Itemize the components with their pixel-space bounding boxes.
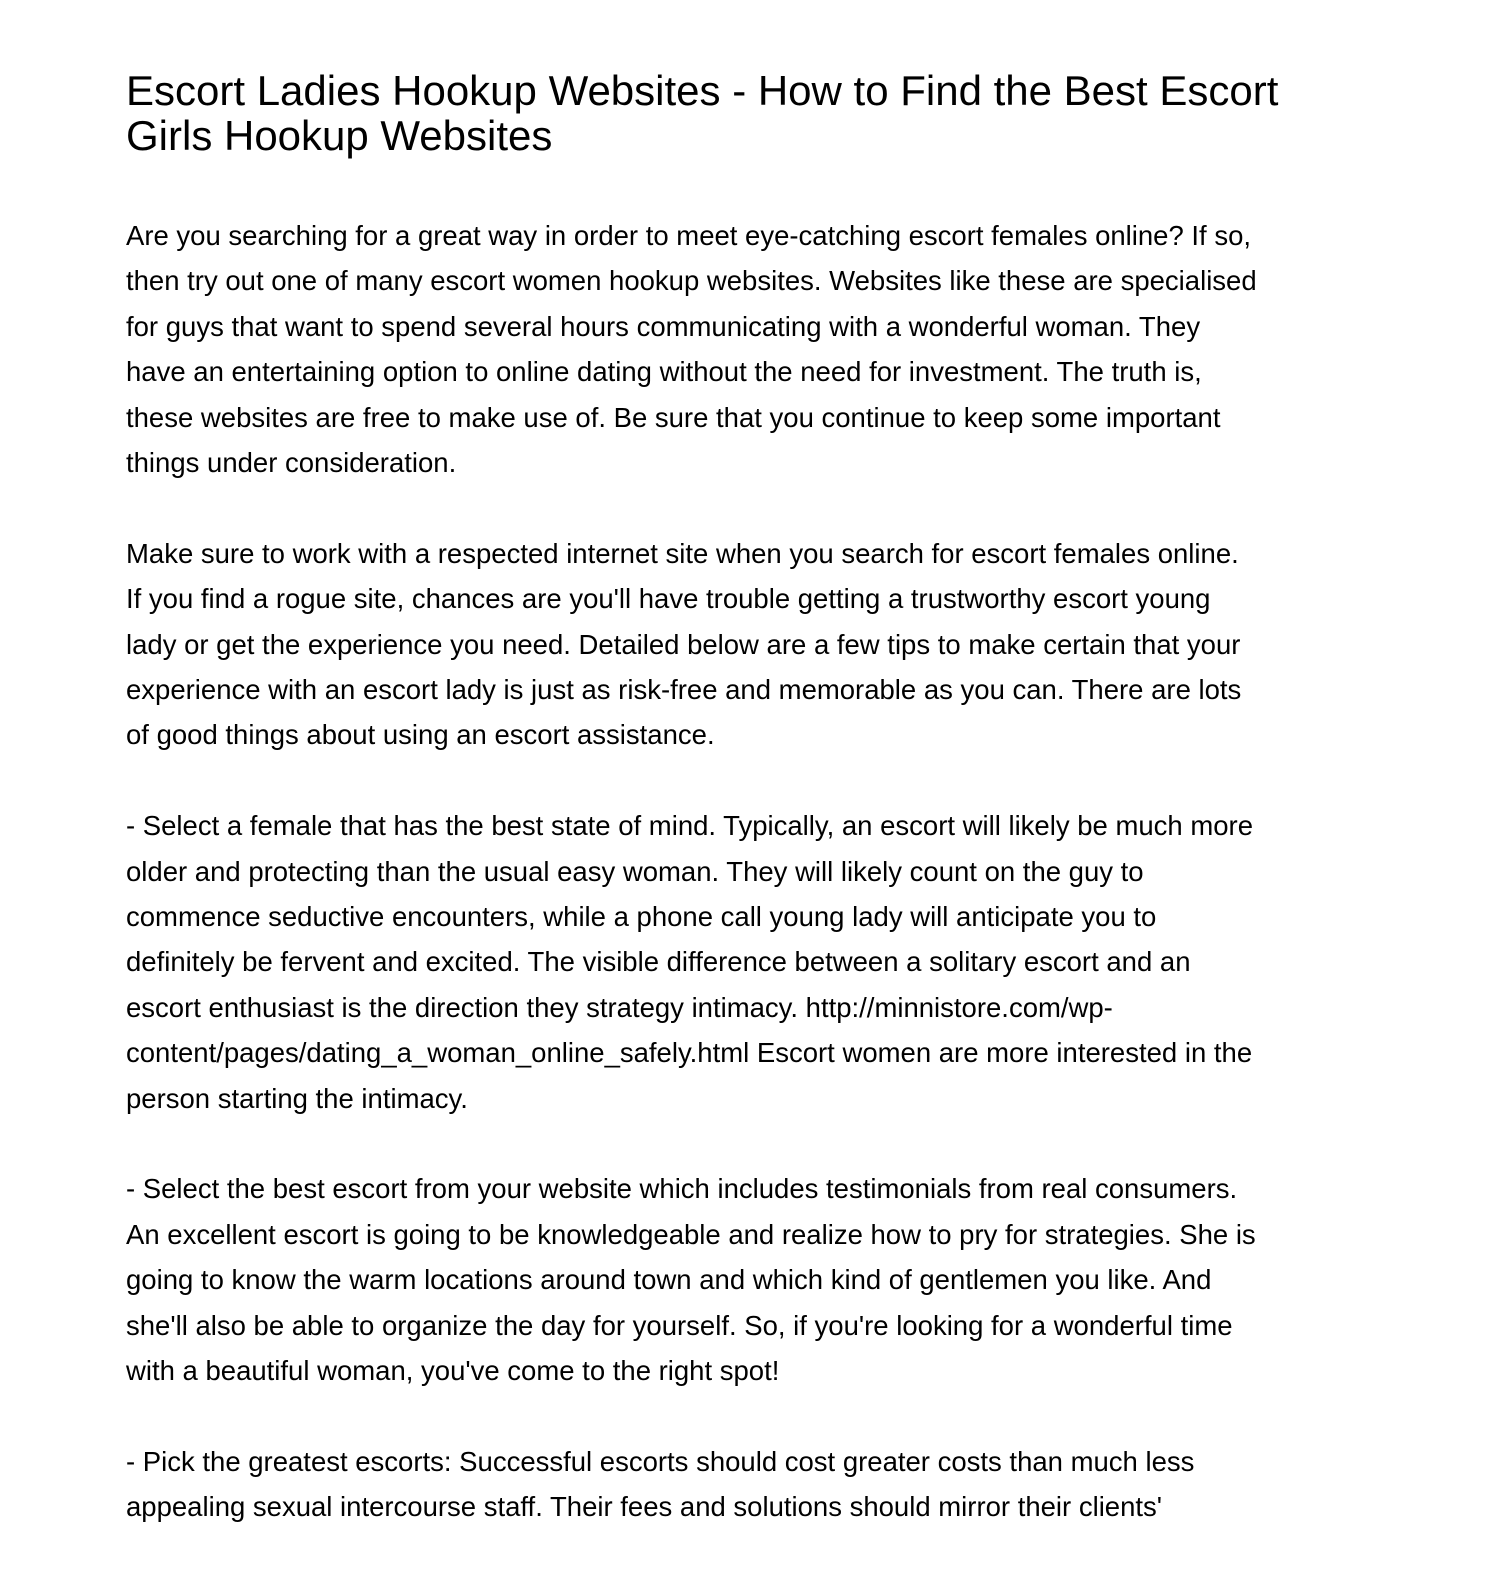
text-line: - Select a female that has the best state of mind. Typically, an escort will likely be much more <box>126 810 1253 842</box>
text-line: commence seductive encounters, while a phone call young lady will anticipate you to <box>126 901 1157 933</box>
page-title <box>126 68 1386 158</box>
text-line: - Pick the greatest escorts: Successful escorts should cost greater costs than much less <box>126 1445 1195 1477</box>
paragraph-greatest-escorts <box>126 1439 1376 1530</box>
text-line: for guys that want to spend several hours communicating with a wonderful woman. They <box>126 310 1201 342</box>
article-body <box>126 213 1376 1575</box>
text-line: have an entertaining option to online dating without the need for investment. The truth is, <box>126 356 1202 388</box>
text-line: she'll also be able to organize the day for yourself. So, if you're looking for a wonderful time <box>126 1309 1233 1341</box>
text-line: person starting the intimacy. <box>126 1082 468 1114</box>
title-line: Escort Ladies Hookup Websites - How to Find the Best Escort <box>126 67 1279 114</box>
text-line: Make sure to work with a respected internet site when you search for escort females online. <box>126 537 1239 569</box>
paragraph-intro <box>126 213 1376 485</box>
text-line: these websites are free to make use of. Be sure that you continue to keep some important <box>126 401 1221 433</box>
paragraph-respected-site <box>126 531 1376 758</box>
text-line: things under consideration. <box>126 447 457 479</box>
paragraph-testimonials <box>126 1166 1376 1393</box>
text-line: content/pages/dating_a_woman_online_safely.html Escort women are more interested in the <box>126 1037 1253 1069</box>
text-line: with a beautiful woman, you've come to the right spot! <box>126 1355 780 1387</box>
text-line: definitely be fervent and excited. The visible difference between a solitary escort and an <box>126 946 1191 978</box>
text-line: - Select the best escort from your website which includes testimonials from real consumers. <box>126 1173 1238 1205</box>
text-line: appealing sexual intercourse staff. Their fees and solutions should mirror their clients' <box>126 1491 1163 1523</box>
text-line: then try out one of many escort women hookup websites. Websites like these are specialised <box>126 265 1257 297</box>
title-line: Girls Hookup Websites <box>126 112 553 159</box>
text-line: lady or get the experience you need. Detailed below are a few tips to make certain that your <box>126 628 1241 660</box>
text-line: older and protecting than the usual easy woman. They will likely count on the guy to <box>126 855 1144 887</box>
paragraph-state-of-mind <box>126 803 1376 1121</box>
text-line: An excellent escort is going to be knowledgeable and realize how to pry for strategies. She is <box>126 1218 1256 1250</box>
text-line: If you find a rogue site, chances are you'll have trouble getting a trustworthy escort young <box>126 583 1211 615</box>
text-line: of good things about using an escort assistance. <box>126 719 715 751</box>
text-line: Are you searching for a great way in order to meet eye-catching escort females online? If so, <box>126 220 1252 251</box>
text-line: going to know the warm locations around town and which kind of gentlemen you like. And <box>126 1264 1212 1296</box>
text-line: experience with an escort lady is just as risk-free and memorable as you can. There are lots <box>126 674 1242 706</box>
text-line: escort enthusiast is the direction they strategy intimacy. http://minnistore.com/wp- <box>126 991 1113 1023</box>
